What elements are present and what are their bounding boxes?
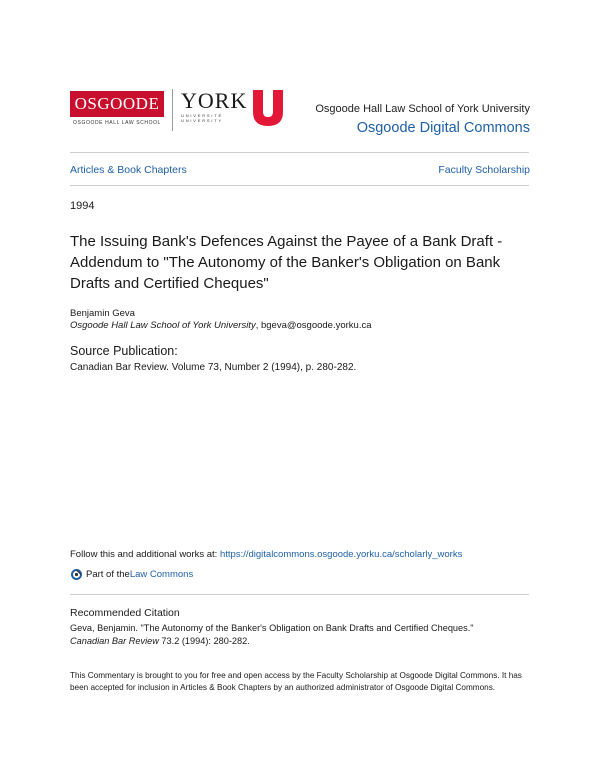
divider-top xyxy=(70,152,529,153)
follow-text: Follow this and additional works at: xyxy=(70,549,220,560)
follow-url-link[interactable]: https://digitalcommons.osgoode.yorku.ca/scholarly_works xyxy=(219,549,463,560)
part-of-prefix: Part of the xyxy=(86,569,130,580)
york-u-logo xyxy=(253,90,283,126)
osgoode-logo-word: OSGOODE xyxy=(70,91,164,117)
citation-line2: 73.2 (1994): 280-282. xyxy=(158,636,250,646)
author-name: Benjamin Geva xyxy=(70,308,135,319)
citation-heading: Recommended Citation xyxy=(70,607,180,619)
commons-network-icon xyxy=(70,568,83,581)
osgoode-logo xyxy=(70,91,164,129)
citation-journal: Canadian Bar Review xyxy=(70,636,159,646)
part-of-line xyxy=(70,568,193,581)
collection-link[interactable]: Articles & Book Chapters xyxy=(70,164,187,176)
publication-year: 1994 xyxy=(70,200,95,212)
source-heading: Source Publication: xyxy=(70,344,178,358)
osgoode-logo-subtitle: OSGOODE HALL LAW SCHOOL xyxy=(73,120,161,126)
york-logo-word: YORK xyxy=(181,88,248,113)
york-logo-subtitle: UNIVERSITÉ UNIVERSITY xyxy=(181,113,224,123)
author-affiliation xyxy=(70,320,372,331)
access-note: This Commentary is brought to you for free and open access by the Faculty Scholarship at Osgoode Digital Commons. It has been accepted for inclusion in Articles & Book Chapters by an authorized administrator of Osgoode Digital Commons. xyxy=(70,671,522,692)
logo-divider xyxy=(172,89,173,131)
follow-line xyxy=(70,549,462,560)
citation-text xyxy=(70,622,532,648)
repository-link[interactable]: Osgoode Digital Commons xyxy=(356,120,530,136)
law-commons-link[interactable]: Law Commons xyxy=(129,569,194,580)
citation-line1: Geva, Benjamin. "The Autonomy of the Banker's Obligation on Bank Drafts and Certified Cheques." xyxy=(70,623,474,633)
faculty-scholarship-link[interactable]: Faculty Scholarship xyxy=(438,164,530,176)
affiliation-name: Osgoode Hall Law School of York University xyxy=(70,320,256,331)
institution-name: Osgoode Hall Law School of York University xyxy=(315,103,530,115)
article-title: The Issuing Bank's Defences Against the Payee of a Bank Draft - Addendum to "The Autonomy of the Banker's Obligation on Bank Drafts and Certified Cheques" xyxy=(70,233,503,292)
source-value: Canadian Bar Review. Volume 73, Number 2 (1994), p. 280-282. xyxy=(70,362,357,373)
divider-citation xyxy=(70,594,529,595)
divider-nav xyxy=(70,185,529,186)
author-email: , bgeva@osgoode.yorku.ca xyxy=(255,320,372,331)
